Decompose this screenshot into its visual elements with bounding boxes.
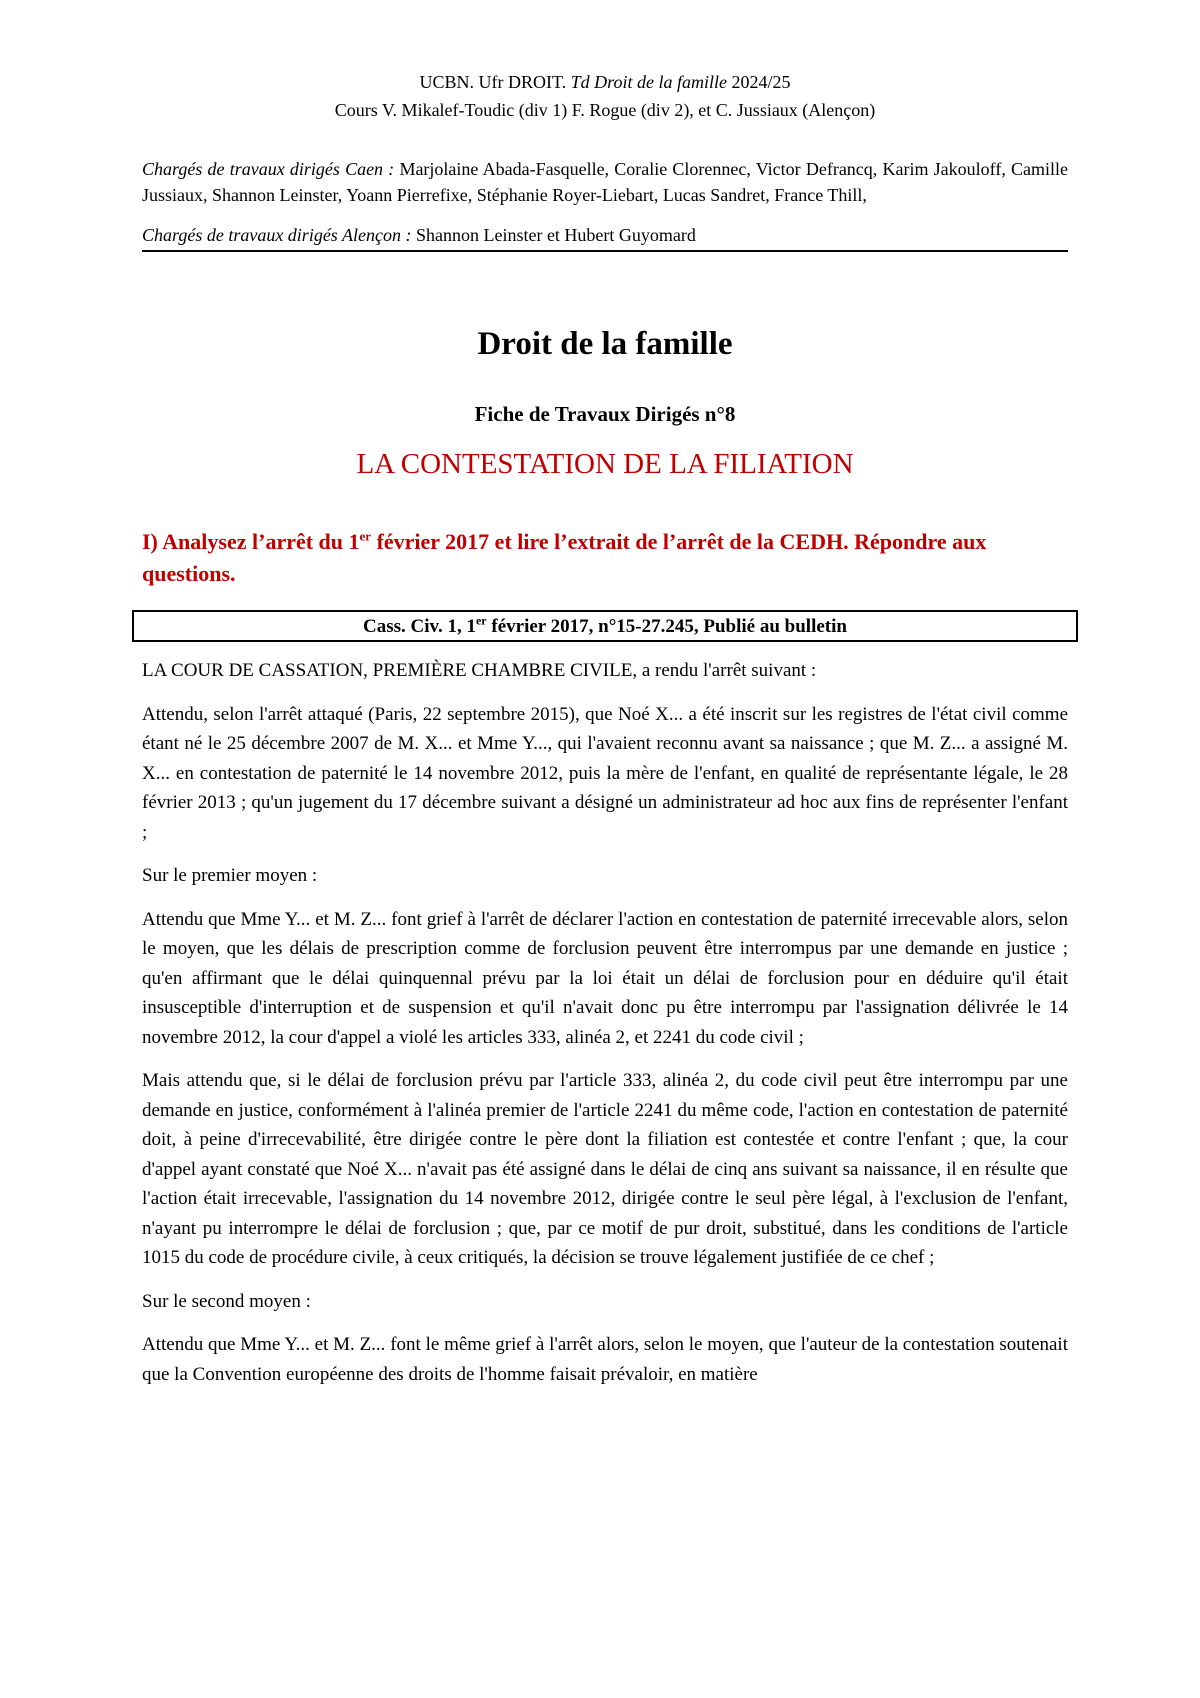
paragraph: Attendu que Mme Y... et M. Z... font le même grief à l'arrêt alors, selon le moyen, que l'auteur de la contestation soutenait que la Convention européenne des droits de l'homme faisait prévaloir, en matière xyxy=(142,1334,1068,1385)
paragraph: Attendu que Mme Y... et M. Z... font grief à l'arrêt de déclarer l'action en contestation de paternité irrecevable alors, selon le moyen, que les délais de prescription comme de forclusion peuvent être interrompus par une demande en justice ; qu'en affirmant que le délai quinquennal prévu par la loi était un délai de forclusion pour en déduire qu'il était insusceptible d'interruption et de suspension et qu'il n'avait donc pu être interrompu par l'assignation délivrée le 14 novembre 2012, la cour d'appel a violé les articles 333, alinéa 2, et 2241 du code civil ; xyxy=(142,908,1068,1048)
paragraph: Sur le premier moyen : xyxy=(142,865,318,886)
page-title: Droit de la famille xyxy=(477,326,733,362)
course-header-prefix: UCBN. Ufr DROIT. xyxy=(419,72,571,92)
course-header-year: 2024/25 xyxy=(726,72,791,92)
paragraph: LA COUR DE CASSATION, PREMIÈRE CHAMBRE CIVILE, a rendu l'arrêt suivant : xyxy=(142,660,817,681)
paragraph: Sur le second moyen : xyxy=(142,1290,311,1312)
paragraph: Attendu, selon l'arrêt attaqué (Paris, 22 septembre 2015), que Noé X... a été inscrit sur les registres de l'état civil comme étant né le 25 décembre 2007 de M. X... et Mme Y..., qui l'avaient reconnu avant sa naissance ; que M. Z... a assigné M. X... en contestation de paternité le 14 novembre 2012, puis la mère de l'enfant, en qualité de représentante légale, le 28 février 2013 ; qu'un jugement du 17 décembre suivant a désigné un administrateur ad hoc aux fins de représenter l'enfant ; xyxy=(142,703,1068,843)
paragraph: Mais attendu que, si le délai de forclusion prévu par l'article 333, alinéa 2, du code civil peut être interrompu par une demande en justice, conformément à l'alinéa premier de l'article 2241 du même code, l'action en contestation de paternité doit, à peine d'irrecevabilité, être dirigée contre le père dont la filiation est contestée et contre l'enfant ; que, la cour d'appel ayant constaté que Noé X... n'avait pas été assigné dans le délai de cinq ans suivant sa naissance, il en résulte que l'action était irrecevable, l'assignation du 14 novembre 2012, dirigée contre le seul père légal, à l'exclusion de l'enfant, n'ayant pu interrompre le délai de forclusion ; que, par ce motif de pur droit, substitué, dans les conditions de l'article 1015 du code de procédure civile, à ceux critiqués, la décision se trouve légalement justifiée de ce chef ; xyxy=(142,1070,1068,1268)
question-part2: février 2017 et lire l’extrait de l’arrêt de la CEDH. Répondre aux questions. xyxy=(142,529,987,586)
question-part1: I) Analysez l’arrêt du 1 xyxy=(142,529,360,554)
course-header-line1 xyxy=(142,68,1068,96)
tutors-caen-names: Marjolaine Abada-Fasquelle, Coralie Clorennec, Victor Defrancq, Karim Jakouloff, Camille Jussiaux, Shannon Leinster, Yoann Pierrefixe, Stéphanie Royer-Liebart, Lucas Sandret, France Thill, xyxy=(142,159,1068,205)
course-header-line2: Cours V. Mikalef-Toudic (div 1) F. Rogue (div 2), et C. Jussiaux (Alençon) xyxy=(334,100,876,120)
decision-reference-box xyxy=(132,610,1078,642)
tutors-caen-label: Chargés de travaux dirigés Caen : xyxy=(142,159,395,179)
tutors-alencon-label: Chargés de travaux dirigés Alençon : xyxy=(142,225,412,245)
tutors-alencon-names: Shannon Leinster et Hubert Guyomard xyxy=(411,225,696,245)
decision-ref-superscript: er xyxy=(475,613,487,628)
question-heading xyxy=(142,526,1068,590)
decision-ref-part2: février 2017, n°15-27.245, Publié au bulletin xyxy=(486,616,847,637)
decision-ref-part1: Cass. Civ. 1, 1 xyxy=(363,616,476,637)
tutors-alencon xyxy=(142,222,1068,252)
worksheet-theme: LA CONTESTATION DE LA FILIATION xyxy=(356,448,854,480)
question-superscript: er xyxy=(359,528,372,544)
course-header-course-name: Td Droit de la famille xyxy=(570,72,727,92)
worksheet-number: Fiche de Travaux Dirigés n°8 xyxy=(474,402,736,426)
tutors-caen xyxy=(142,156,1068,208)
